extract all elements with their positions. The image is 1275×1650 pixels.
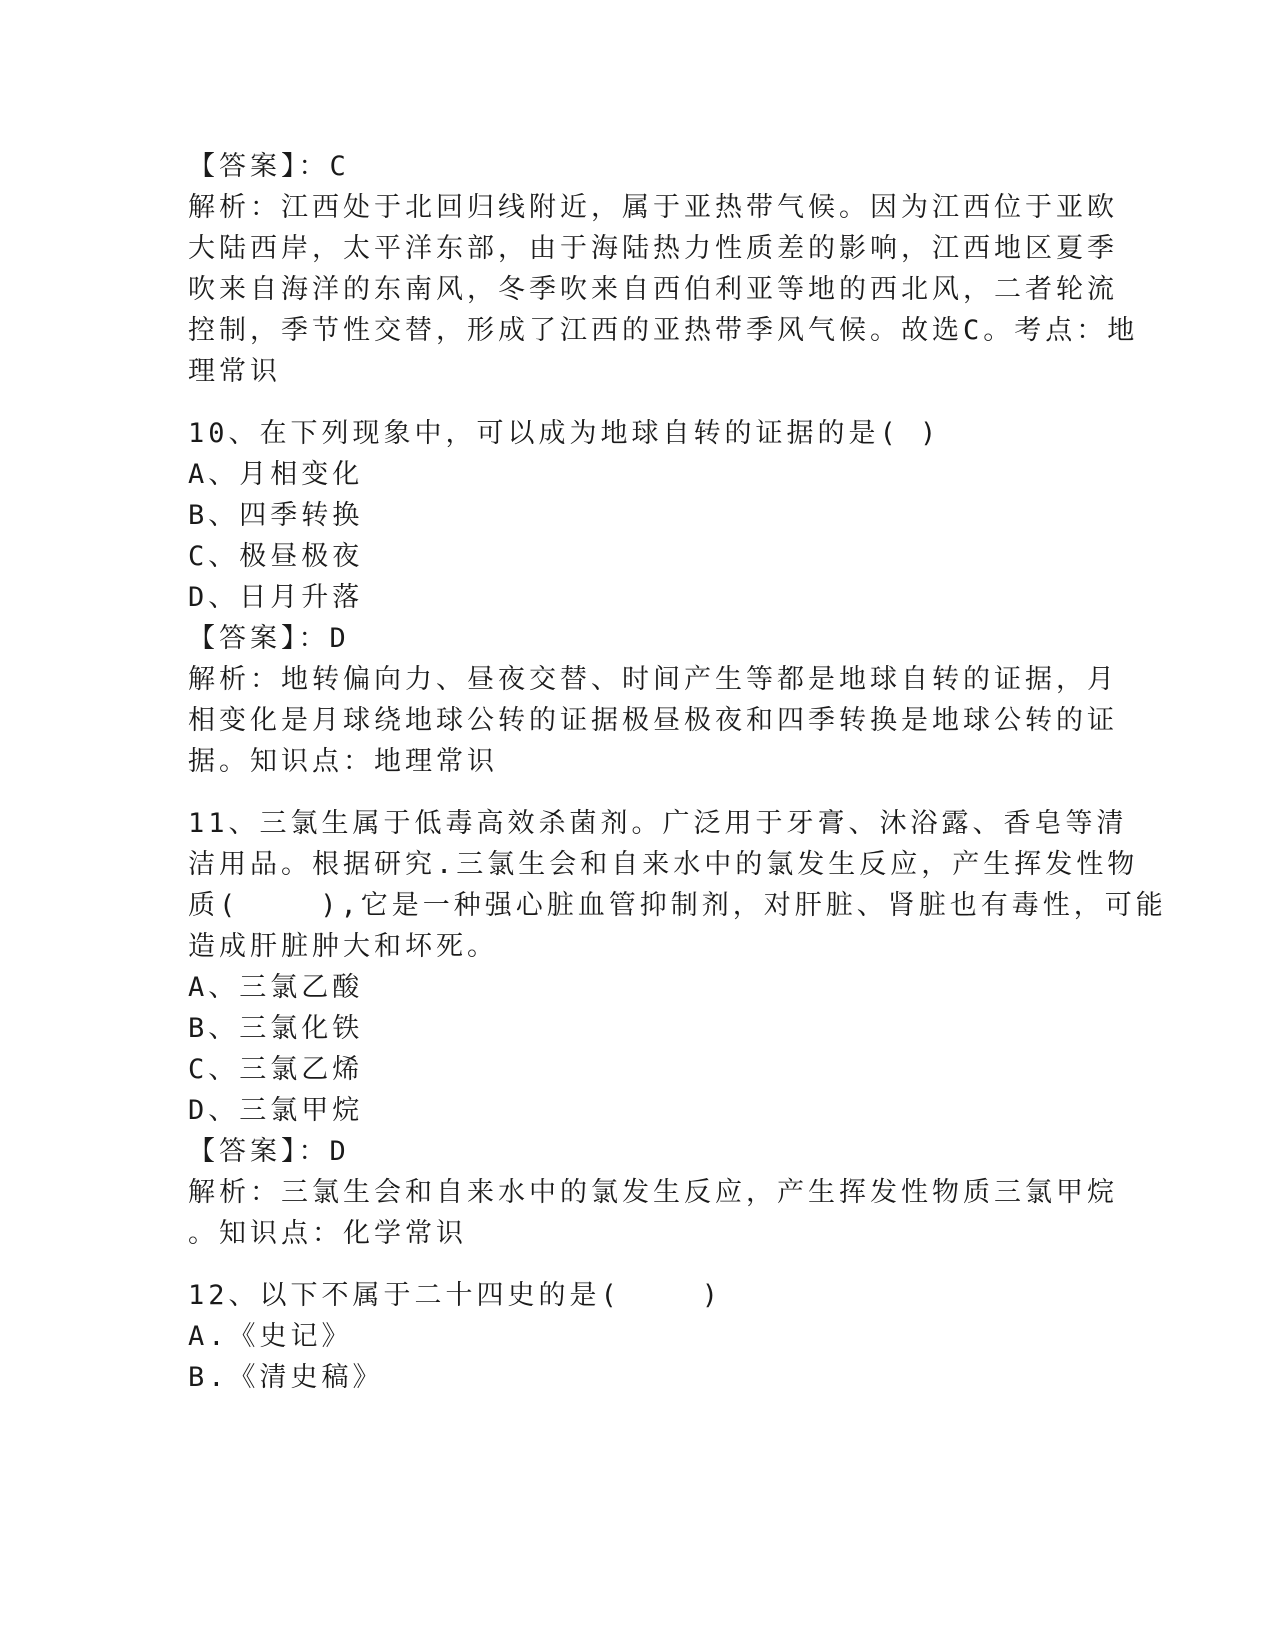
option-c: C、极昼极夜 xyxy=(188,541,364,572)
explanation-line: 吹来自海洋的东南风，冬季吹来自西伯利亚等地的西北风，二者轮流 xyxy=(188,274,1118,305)
option-a: A、月相变化 xyxy=(188,459,364,490)
explanation-line: 理常识 xyxy=(188,356,281,387)
option-b: B、四季转换 xyxy=(188,500,364,531)
question-stem: 洁用品。根据研究.三氯生会和自来水中的氯发生反应，产生挥发性物 xyxy=(188,849,1139,880)
answer-line: 【答案】：C xyxy=(188,151,350,182)
question-stem: 12、以下不属于二十四史的是( ) xyxy=(188,1280,723,1311)
question-11 xyxy=(188,803,1167,1254)
question-12 xyxy=(188,1275,1078,1398)
option-a: A.《史记》 xyxy=(188,1321,353,1352)
option-b: B、三氯化铁 xyxy=(188,1013,364,1044)
answer-block-q9 xyxy=(188,146,1139,392)
option-a: A、三氯乙酸 xyxy=(188,972,364,1003)
option-d: D、日月升落 xyxy=(188,582,364,613)
explanation-line: 解析：三氯生会和自来水中的氯发生反应，产生挥发性物质三氯甲烷 xyxy=(188,1177,1118,1208)
explanation-line: 解析：地转偏向力、昼夜交替、时间产生等都是地球自转的证据，月 xyxy=(188,664,1118,695)
question-10 xyxy=(188,413,1118,782)
explanation-line: 。知识点：化学常识 xyxy=(188,1218,467,1249)
question-stem: 11、三氯生属于低毒高效杀菌剂。广泛用于牙膏、沐浴露、香皂等清 xyxy=(188,808,1128,839)
explanation-line: 据。知识点：地理常识 xyxy=(188,746,498,777)
option-d: D、三氯甲烷 xyxy=(188,1095,364,1126)
explanation-line: 大陆西岸，太平洋东部，由于海陆热力性质差的影响，江西地区夏季 xyxy=(188,233,1118,264)
explanation-line: 控制，季节性交替，形成了江西的亚热带季风气候。故选C。考点：地 xyxy=(188,315,1139,346)
answer-line: 【答案】：D xyxy=(188,1136,350,1167)
question-stem: 10、在下列现象中，可以成为地球自转的证据的是( ) xyxy=(188,418,941,449)
explanation-line: 解析：江西处于北回归线附近，属于亚热带气候。因为江西位于亚欧 xyxy=(188,192,1118,223)
explanation-line: 相变化是月球绕地球公转的证据极昼极夜和四季转换是地球公转的证 xyxy=(188,705,1118,736)
option-c: C、三氯乙烯 xyxy=(188,1054,364,1085)
document-page xyxy=(188,146,1167,1398)
question-stem: 质( ),它是一种强心脏血管抑制剂，对肝脏、肾脏也有毒性，可能 xyxy=(188,890,1167,921)
answer-line: 【答案】：D xyxy=(188,623,350,654)
option-b: B.《清史稿》 xyxy=(188,1362,384,1393)
question-stem: 造成肝脏肿大和坏死。 xyxy=(188,931,498,962)
